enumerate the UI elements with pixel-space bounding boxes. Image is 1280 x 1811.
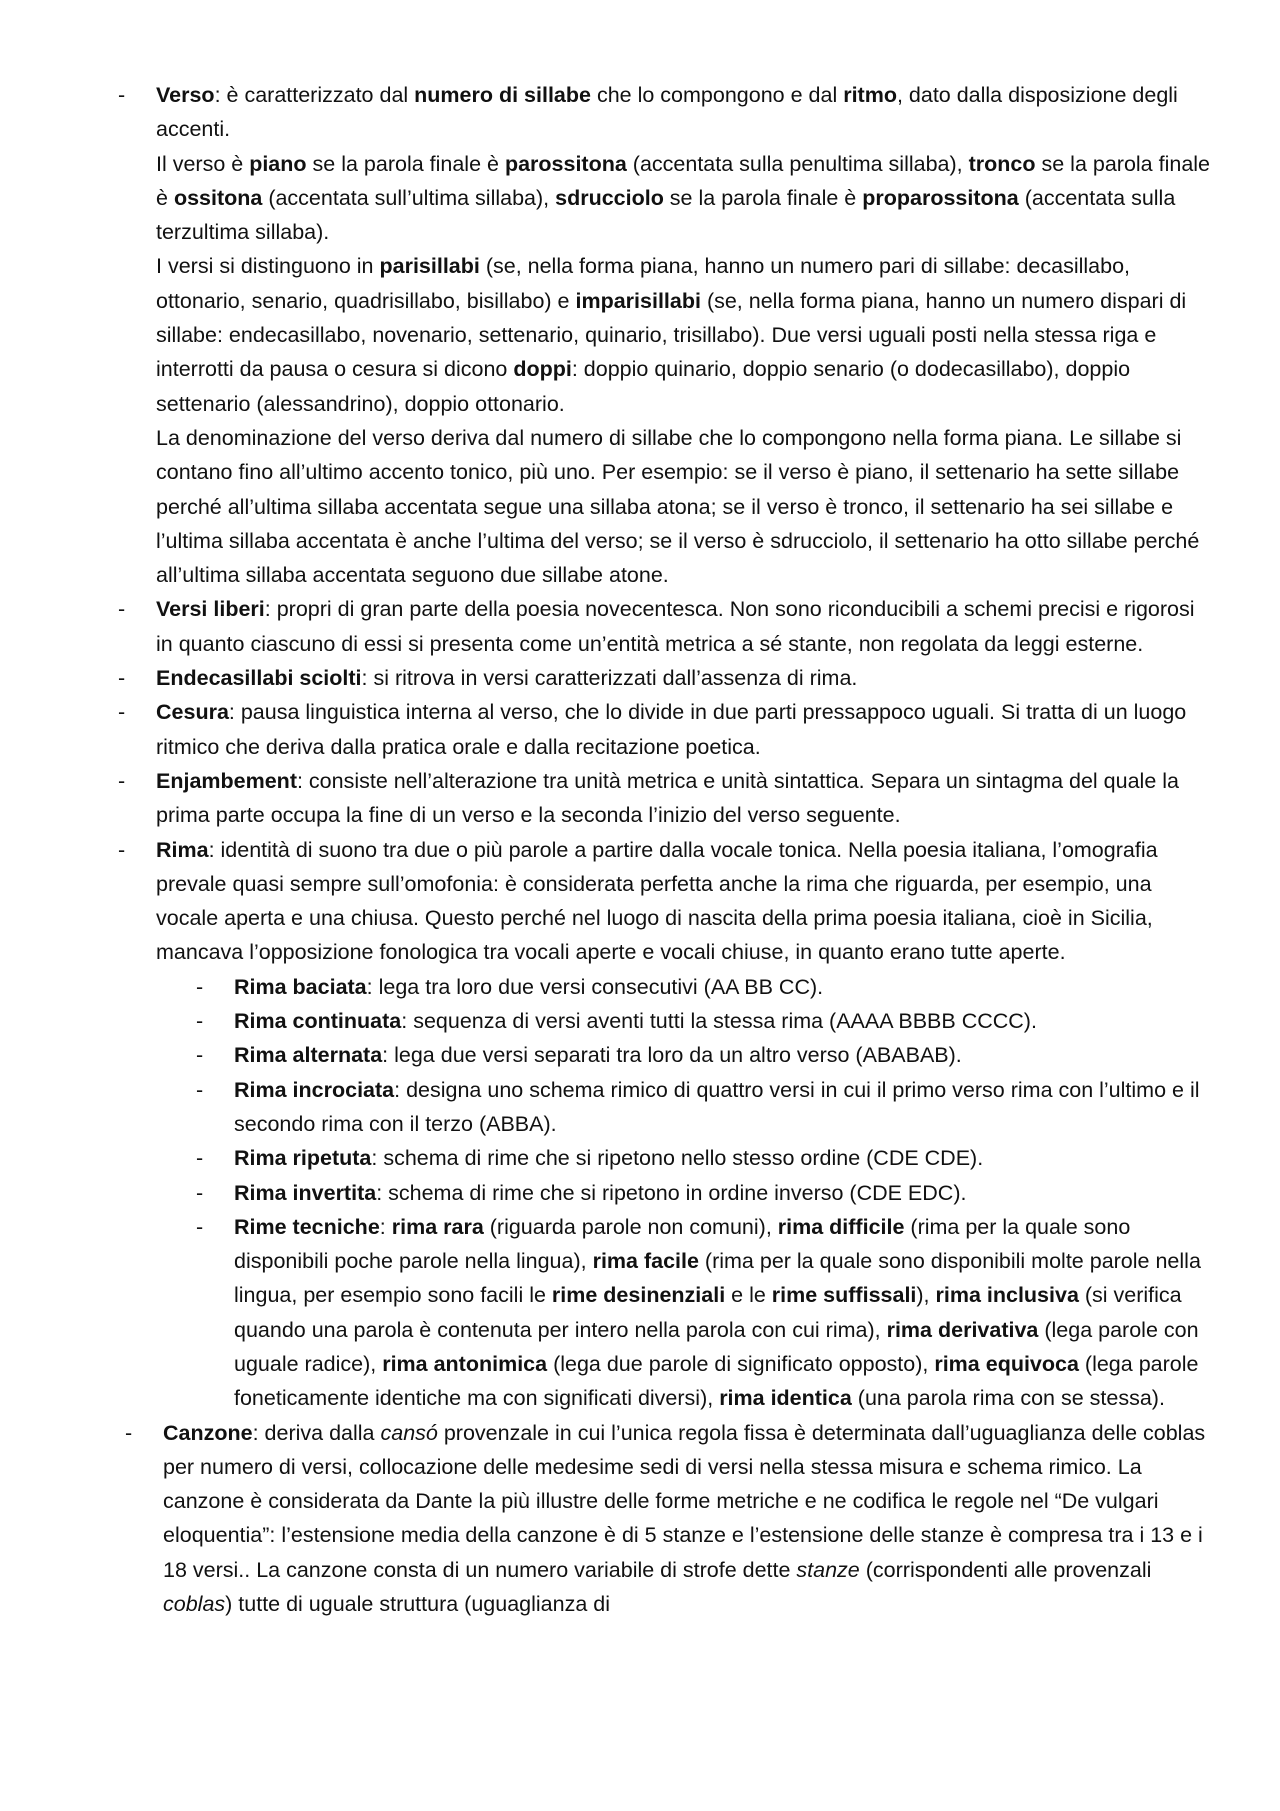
paragraph [234,1141,1210,1175]
bold-term: Rime tecniche [234,1214,380,1239]
paragraph [156,695,1210,764]
bold-term: Rima alternata [234,1043,383,1068]
bold-term: Verso [156,83,215,107]
text-run: : schema di rime che si ripetono nello stesso ordine (CDE CDE). [371,1146,984,1171]
text-run: provenzale in cui l’unica regola fissa è determinata dall’uguaglianza delle coblas per numero di versi, collocazione delle medesime sedi di versi nella stessa misura e schema rimico. La canzone è considerata da Dante la più illustre delle forme metriche e ne codifica le regole nel “De vulgari eloquentia”: l’estensione media della canzone è di 5 stanze e l’estensione delle stanze è compresa tra i 13 e i 18 versi.. La canzone consta di un numero variabile di strofe dette [163,1420,1206,1582]
bold-term: proparossitona [862,185,1019,210]
list-item-endecasillabi-sciolti [0,661,1280,695]
sub-list-item-rima-continuata [0,1004,1280,1038]
text-run: : deriva dalla [252,1420,381,1445]
paragraph [234,1210,1210,1416]
bold-term: Rima incrociata [234,1077,395,1102]
bullet-dash: - [118,837,126,862]
bullet-dash: - [196,1146,204,1171]
list-item-verso [0,78,1280,592]
bold-term: parossitona [504,151,627,176]
paragraph [156,833,1210,970]
bold-term: numero di sillabe [414,83,591,107]
bullet-dash: - [196,974,204,999]
sub-list-item-rima-incrociata [0,1073,1280,1142]
bullet-dash: - [118,700,126,725]
bold-term: rima derivativa [886,1317,1039,1342]
bullet-dash: - [118,666,126,691]
text-run: , dato dalla disposizione degli accenti. [156,83,1178,142]
text-run: (se, nella forma piana, hanno un numero dispari di sillabe: endecasillabo, novenario, settenario, quinario, trisillabo). Due versi uguali posti nella stessa riga e interrotti da pausa o cesura si dicono [156,288,1187,382]
text-run: che lo compongono e dal [590,83,844,107]
bold-term: rima facile [592,1249,699,1274]
paragraph [163,1416,1210,1622]
text-run: (se, nella forma piana, hanno un numero pari di sillabe: decasillabo, ottonario, senario, quadrisillabo, bisillabo) e [156,254,1131,313]
bold-term: rima identica [719,1386,852,1411]
bold-term: rime desinenziali [551,1283,726,1308]
italic-term: stanze [796,1557,860,1582]
bullet-dash: - [196,1043,204,1068]
text-run: : sequenza di versi aventi tutti la stessa rima (AAAA BBBB CCCC). [401,1009,1037,1034]
sub-list-item-rima-baciata [0,970,1280,1004]
paragraph [156,764,1210,833]
bold-term: ritmo [843,83,897,107]
bold-term: rima equivoca [934,1351,1079,1376]
paragraph [156,147,1210,250]
sub-list-item-rima-alternata [0,1038,1280,1072]
bold-term: Rima [156,837,209,862]
paragraph [156,592,1210,661]
text-run: : lega due versi separati tra loro da un altro verso (ABABAB). [382,1043,962,1068]
bold-term: rime suffissali [771,1283,917,1308]
list-item-canzone [0,1416,1280,1622]
text-run: (rima per la quale sono disponibili molte parole nella lingua, per esempio sono facili le [234,1249,1201,1308]
bullet-dash: - [118,83,126,107]
paragraph [234,1176,1210,1210]
text-run: : è caratterizzato dal [214,83,415,107]
paragraph [156,249,1210,420]
list-item-rima [0,833,1280,970]
sub-list-item-rima-ripetuta [0,1141,1280,1175]
list-item-versi-liberi [0,592,1280,661]
bold-term: rima difficile [777,1214,905,1239]
text-run: ) tutte di uguale struttura (uguaglianza di [225,1592,611,1617]
paragraph [234,1073,1210,1142]
text-run: ), [916,1283,936,1308]
text-run: : propri di gran parte della poesia novecentesca. Non sono riconducibili a schemi precisi e rigorosi in quanto ciascuno di essi si presenta come un’entità metrica a sé stante, non regolata da leggi esterne. [156,597,1195,656]
text-run: se la parola finale è [156,151,1211,210]
text-run: (corrispondenti alle provenzali [859,1557,1152,1582]
text-run: : si ritrova in versi caratterizzati dall’assenza di rima. [361,666,858,691]
text-run: (accentata sull’ultima sillaba), [262,185,556,210]
text-run: (lega parole con uguale radice), [234,1317,1199,1376]
italic-term: cansó [380,1420,438,1445]
bold-term: doppi [513,357,572,382]
bold-term: Rima baciata [234,974,367,999]
text-run: : designa uno schema rimico di quattro versi in cui il primo verso rima con l’ultimo e il secondo rima con il terzo (ABBA). [234,1077,1200,1136]
bold-term: Cesura [156,700,229,725]
bullet-dash: - [196,1077,204,1102]
text-run: (accentata sulla penultima sillaba), [626,151,969,176]
bold-term: parisillabi [379,254,480,279]
bold-term: rima rara [391,1214,484,1239]
text-run: : [379,1214,392,1239]
paragraph [234,970,1210,1004]
italic-term: coblas [163,1592,226,1617]
bold-term: Rima ripetuta [234,1146,372,1171]
text-run: (si verifica quando una parola è contenuta per intero nella parola con cui rima), [234,1283,1182,1342]
list-item-cesura [0,695,1280,764]
bold-term: rima inclusiva [935,1283,1079,1308]
bold-term: imparisillabi [575,288,701,313]
text-run: : schema di rime che si ripetono in ordine inverso (CDE EDC). [376,1180,967,1205]
bold-term: Endecasillabi sciolti [156,666,362,691]
paragraph [156,661,1210,695]
bold-term: ossitona [173,185,263,210]
paragraph [156,421,1210,592]
bold-term: Rima continuata [234,1009,402,1034]
sub-list-item-rima-invertita [0,1176,1280,1210]
text-run: (riguarda parole non comuni), [483,1214,778,1239]
paragraph [234,1038,1210,1072]
text-run: se la parola finale è [306,151,505,176]
list-item-enjambement [0,764,1280,833]
text-run: I versi si distinguono in [156,254,380,279]
paragraph [234,1004,1210,1038]
text-run: : lega tra loro due versi consecutivi (AA BB CC). [366,974,824,999]
text-run: : doppio quinario, doppio senario (o dodecasillabo), doppio settenario (alessandrino), doppio ottonario. [156,357,1131,416]
text-run: (lega due parole di significato opposto), [547,1351,935,1376]
bullet-dash: - [196,1180,204,1205]
text-run: Il verso è [156,151,250,176]
bold-term: Rima invertita [234,1180,377,1205]
text-run: (lega parole foneticamente identiche ma con significati diversi), [234,1351,1199,1411]
text-run: : consiste nell’alterazione tra unità metrica e unità sintattica. Separa un sintagma del quale la prima parte occupa la fine di un verso e la seconda l’inizio del verso seguente. [156,768,1179,828]
text-run: : identità di suono tra due o più parole a partire dalla vocale tonica. Nella poesia italiana, l’omografia prevale quasi sempre sull’omofonia: è considerata perfetta anche la rima che riguarda, per esempio, una vocale aperta e una chiusa. Questo perché nel luogo di nascita della prima poesia italiana, cioè in Sicilia, mancava l’opposizione fonologica tra vocali aperte e vocali chiuse, in quanto erano tutte aperte. [156,837,1158,965]
text-run: (una parola rima con se stessa). [851,1386,1165,1411]
bold-term: sdrucciolo [555,185,664,210]
bold-term: Canzone [163,1420,253,1445]
bullet-dash: - [118,597,126,622]
sub-list-item-rime-tecniche [0,1210,1280,1416]
text-run: e le [725,1283,772,1308]
bold-term: Enjambement [156,768,297,793]
bullet-dash: - [196,1009,204,1034]
text-run: (rima per la quale sono disponibili poche parole nella lingua), [234,1214,1131,1274]
text-run: : pausa linguistica interna al verso, che lo divide in due parti pressappoco uguali. Si tratta di un luogo ritmico che deriva dalla pratica orale e dalla recitazione poetica. [156,700,1187,759]
bullet-dash: - [196,1214,204,1239]
bold-term: rima antonimica [382,1351,548,1376]
paragraph [156,78,1210,147]
bold-term: tronco [968,151,1036,176]
bold-term: piano [249,151,307,176]
bold-term: Versi liberi [156,597,265,622]
bullet-dash: - [118,768,126,793]
text-run: se la parola finale è [663,185,863,210]
bullet-dash: - [125,1420,133,1445]
text-run: La denominazione del verso deriva dal numero di sillabe che lo compongono nella forma piana. Le sillabe si contano fino all’ultimo accento tonico, più uno. Per esempio: se il verso è piano, il settenario ha sette sillabe perché all’ultima sillaba accentata segue una sillaba atona; se il verso è tronco, il settenario ha sei sillabe e l’ultima sillaba accentata è anche l’ultima del verso; se il verso è sdrucciolo, il settenario ha otto sillabe perché all’ultima sillaba accentata seguono due sillabe atone. [156,425,1200,588]
text-run: (accentata sulla terzultima sillaba). [156,185,1176,245]
